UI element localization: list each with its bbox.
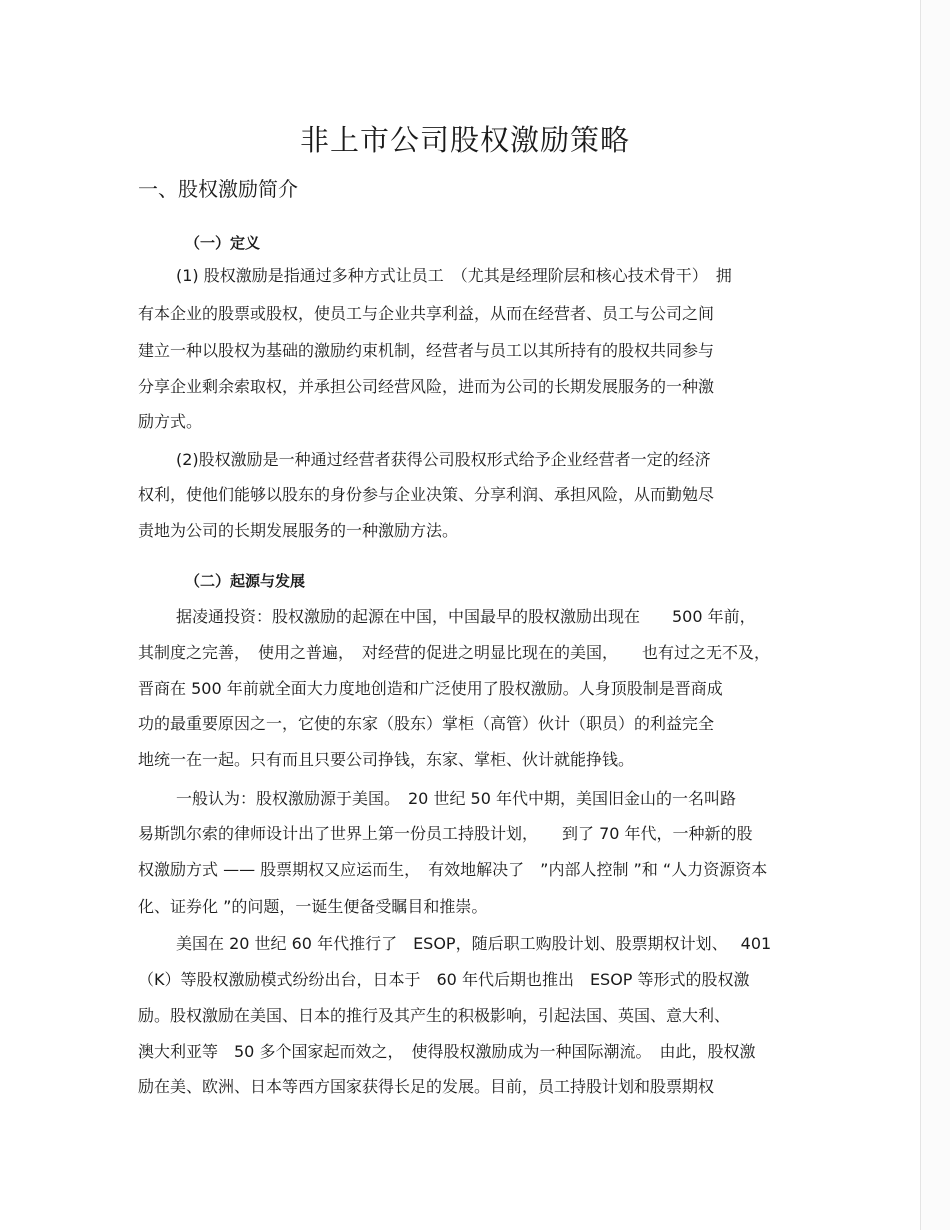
paragraph-line: 易斯凯尔索的律师设计出了世界上第一份员工持股计划， 到了 70 年代，一种新的股	[138, 824, 753, 843]
paragraph-line: 权利，使他们能够以股东的身份参与企业决策、分享利润、承担风险，从而勤勉尽	[138, 485, 715, 504]
paragraph-line: 一般认为：股权激励源于美国。 20 世纪 50 年代中期，美国旧金山的一名叫路	[176, 789, 736, 808]
paragraph-line: 据凌通投资：股权激励的起源在中国，中国最早的股权激励出现在 500 年前，	[176, 607, 756, 626]
paragraph-line: （K）等股权激励模式纷纷出台，日本于 60 年代后期也推出 ESOP 等形式的股权激	[138, 970, 750, 989]
paragraph-line: 有本企业的股票或股权，使员工与企业共享利益，从而在经营者、员工与公司之间	[138, 304, 715, 323]
paragraph-line: 责地为公司的长期发展服务的一种激励方法。	[138, 521, 459, 540]
paragraph-line: 建立一种以股权为基础的激励约束机制，经营者与员工以其所持有的股权共同参与	[138, 341, 715, 360]
subsection-heading-definition: （一）定义	[185, 234, 261, 252]
paragraph-line: 地统一在一起。只有而且只要公司挣钱，东家、掌柜、伙计就能挣钱。	[138, 750, 635, 769]
paragraph-line: 励方式。	[138, 412, 203, 431]
paragraph-line: 分享企业剩余索取权，并承担公司经营风险，进而为公司的长期发展服务的一种激	[138, 377, 715, 396]
paragraph-line: 澳大利亚等 50 多个国家起而效之， 使得股权激励成为一种国际潮流。 由此，股权激	[138, 1042, 756, 1061]
section-heading: 一、股权激励简介	[138, 177, 298, 201]
paragraph-line: 化、证券化 ”的问题，一诞生便备受瞩目和推崇。	[138, 897, 488, 916]
viewer-gutter	[921, 0, 950, 1230]
paragraph-line: 美国在 20 世纪 60 年代推行了 ESOP，随后职工购股计划、股票期权计划、 401	[176, 934, 772, 953]
paragraph-line: 励在美、欧洲、日本等西方国家获得长足的发展。目前，员工持股计划和股票期权	[138, 1077, 715, 1096]
paragraph-line: 权激励方式 —— 股票期权又应运而生， 有效地解决了 ”内部人控制 ”和 “人力资源资本	[138, 860, 768, 879]
paragraph-line: 其制度之完善， 使用之普遍， 对经营的促进之明显比现在的美国， 也有过之无不及，	[138, 643, 771, 662]
paragraph-line: 晋商在 500 年前就全面大力度地创造和广泛使用了股权激励。人身顶股制是晋商成	[138, 679, 723, 698]
paragraph-line: (2)股权激励是一种通过经营者获得公司股权形式给予企业经营者一定的经济	[176, 450, 711, 469]
document-title: 非上市公司股权激励策略	[299, 123, 630, 157]
paragraph-line: 励。股权激励在美国、日本的推行及其产生的积极影响，引起法国、英国、意大利、	[138, 1006, 731, 1025]
paragraph-line: 功的最重要原因之一，它使的东家（股东）掌柜（高管）伙计（职员）的利益完全	[138, 714, 715, 733]
subsection-heading-origin: （二）起源与发展	[185, 572, 306, 590]
paragraph-line: (1) 股权激励是指通过多种方式让员工 （尤其是经理阶层和核心技术骨干） 拥	[176, 266, 732, 285]
